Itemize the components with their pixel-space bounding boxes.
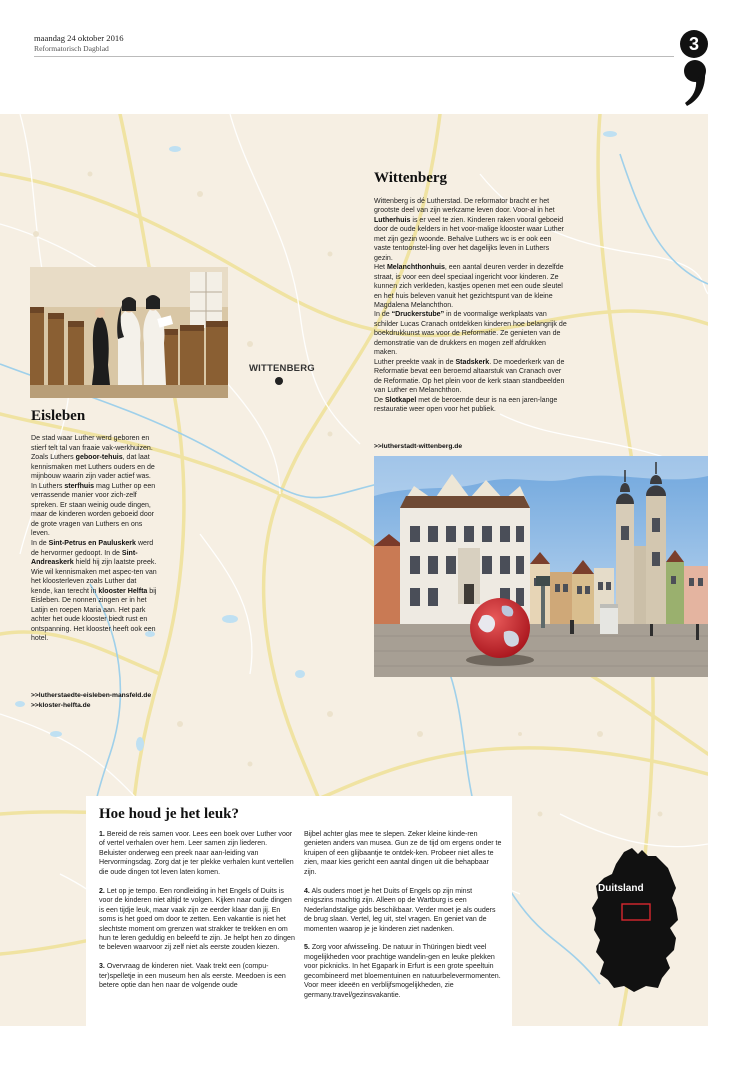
germany-label: Duitsland xyxy=(598,883,644,894)
germany-locator-map xyxy=(586,846,686,996)
eisleben-link-2[interactable]: >>kloster-helfta.de xyxy=(31,702,91,709)
highlighted-place: klooster Helfta xyxy=(98,587,148,595)
highlighted-place: Sint-Andreaskerk xyxy=(31,549,138,567)
tips-box xyxy=(86,796,512,1026)
wittenberg-heading: Wittenberg xyxy=(374,170,448,186)
tips-column-2 xyxy=(304,830,502,1010)
highlighted-place: Lutherhuis xyxy=(374,216,411,224)
map-city-marker xyxy=(275,377,283,385)
highlighted-place: “Druckerstube” xyxy=(391,311,445,319)
tip-paragraph: 1. Bereid de reis samen voor. Lees een boek over Luther voor of vertel verhalen over hem. Leer samen zijn liederen. Beluister onderweg een preek naar aan-leiding van Hervormingsdag. Zorg dat je ter plekke verhalen kunt vertellen die oude dingen tot leven laten komen. xyxy=(99,831,294,876)
tips-heading: Hoe houd je het leuk? xyxy=(99,806,240,822)
tip-paragraph: 4. Als ouders moet je het Duits of Engels op zijn minst enigszins machtig zijn. Alleen op de Wartburg is een Nederlandstalige gids beschikbaar. Verder moet je als ouders de brug slaan. Vertel, leg uit, stel vragen. En geniet van de momenten waarop je je kinderen ziet nadenken. xyxy=(304,887,496,933)
tip-number: 1. xyxy=(99,831,105,838)
tip-paragraph: 3. Overvraag de kinderen niet. Vaak trekt een (compu-ter)spelletje in een museum hen als eerste. Meedoen is een betere optie dan hen naar de volgende oude xyxy=(99,963,286,990)
map-city-label: WITTENBERG xyxy=(249,363,315,374)
highlighted-place: Stadskerk xyxy=(455,358,490,366)
highlighted-place: sterfhuis xyxy=(64,482,95,490)
tip-paragraph: 5. Zorg voor afwisseling. De natuur in Thüringen biedt veel mogelijkheden voor prachtige wandelin-gen en leuke plekken voor picknicks. In het Egapark in Erfurt is een grote speeltuin gecombineerd met bloementuinen en natuurbelevermomenten. Voor meer ideeën en verblijfsmogelijkheden, zie germany.travel/gezinsvakantie. xyxy=(304,944,501,999)
newspaper-name: Reformatorisch Dagblad xyxy=(34,44,109,53)
highlighted-place: Slotkapel xyxy=(384,396,417,404)
tip-number: 5. xyxy=(304,944,310,952)
eisleben-links xyxy=(31,691,151,711)
tip-number: 2. xyxy=(99,887,105,895)
header-rule xyxy=(34,56,674,57)
tip-number: 3. xyxy=(99,963,105,971)
wittenberg-link[interactable]: >>lutherstadt-wittenberg.de xyxy=(374,443,463,450)
edition-date: maandag 24 oktober 2016 xyxy=(34,33,124,43)
photo-nuns-in-monastery xyxy=(30,267,228,398)
wittenberg-body: Wittenberg is dé Lutherstad. De reformator bracht er het grootste deel van zijn werkzame leven door. Voor-al in het Lutherhuis is er veel te zien. Kinderen raken vooral geboeid door de oude kelders in het voor-malige klooster waar Luther met zijn gezin woonde. Behalve Luthers wc is er ook een vaste tentoonstel-ling over het dagelijks leven in Luthers gezin. Het Melanchthonhuis, een aantal deuren verder in dezelfde straat, is voor een deel speciaal ingericht voor kinderen. Ze kunnen zich verkleden, kastjes openen met een oude sleutel en het huis beleven vanuit het gezichtspunt van de kleine Magdalena Melanchthon. In de “Druckerstube” in de voormalige werkplaats van schilder Lucas Cranach ontdekken kinderen hoe belangrijk de boekdrukkunst was voor de Reformatie. Ze genieten van de demonstratie van de drukkers en mogen zelf afdrukken maken. Luther preekte vaak in de Stadskerk. De moederkerk van de Reformatie bevat een beroemd altaarstuk van Cranach over de Reformatie. Op het plein voor de kerk staan standbeelden van Luther en Melanchthon. De Slotkapel met de beroemde deur is na een jaren-lange restauratie weer open voor het publiek. xyxy=(374,198,567,413)
tip-paragraph: 2. Let op je tempo. Een rondleiding in het Engels of Duits is voor de kinderen niet altijd te volgen. Kijken naar oude dingen is een tijdje leuk, maar vaak zijn ze eerder klaar dan jij. En soms is het goed om door te zetten. Een vakantie is niet het slechtste moment om grenzen wat strakker te trekken en om hun te leren geduldig en beleefd te zijn. Je helpt hen zo dingen te beleven waarvoor zij zelf niet als eerste zouden kiezen. xyxy=(99,887,295,952)
eisleben-link-1[interactable]: >>lutherstaedte-eisleben-mansfeld.de xyxy=(31,692,152,699)
comma-logo-icon xyxy=(683,58,709,108)
eisleben-heading: Eisleben xyxy=(31,408,86,424)
eisleben-body: De stad waar Luther werd geboren en stierf telt tal van fraaie vak-werkhuizen. Zoals Luthers geboor-tehuis, dat laat kennismaken met Luthers ouders en de mijnbouw waarin zijn vader actief was. In Luthers sterfhuis mag Luther op een verrassende manier voor zich-zelf spreken. Er staan weinig oude dingen, maar de kinderen worden geboeid door de grote vragen van Luthers en ons leven. In de Sint-Petrus en Pauluskerk werd de hervormer gedoopt. In de Sint-Andreaskerk hield hij zijn laatste preek. Wie wil kennismaken met aspec-ten van het kloosterleven zoals Luther dat kende, kan terecht in klooster Helfta bij Eisleben. De nonnen zingen er in het Latijn en roepen Maria aan. Het park achter het oude klooster biedt rust en ontspanning. Het klooster heeft ook een hotel. xyxy=(31,435,157,643)
tip-number: 4. xyxy=(304,887,310,895)
highlighted-place: Sint-Petrus en Pauluskerk xyxy=(48,540,136,548)
highlighted-place: Melanchthonhuis xyxy=(386,264,445,272)
tips-column-1 xyxy=(99,830,295,1000)
highlighted-place: geboor-tehuis xyxy=(75,454,123,462)
page-number: 3 xyxy=(680,30,708,58)
photo-wittenberg-market-square xyxy=(374,456,708,677)
tip-paragraph: Bijbel achter glas mee te slepen. Zeker kleine kinde-ren genieten anders van musea. Gun ze de tijd om ergens onder te kruipen of een glijbaantje te ontdek-ken. Probeer niet alles te zien, maar kies gericht een aantal dingen uit die behapbaar zijn. xyxy=(304,831,502,876)
